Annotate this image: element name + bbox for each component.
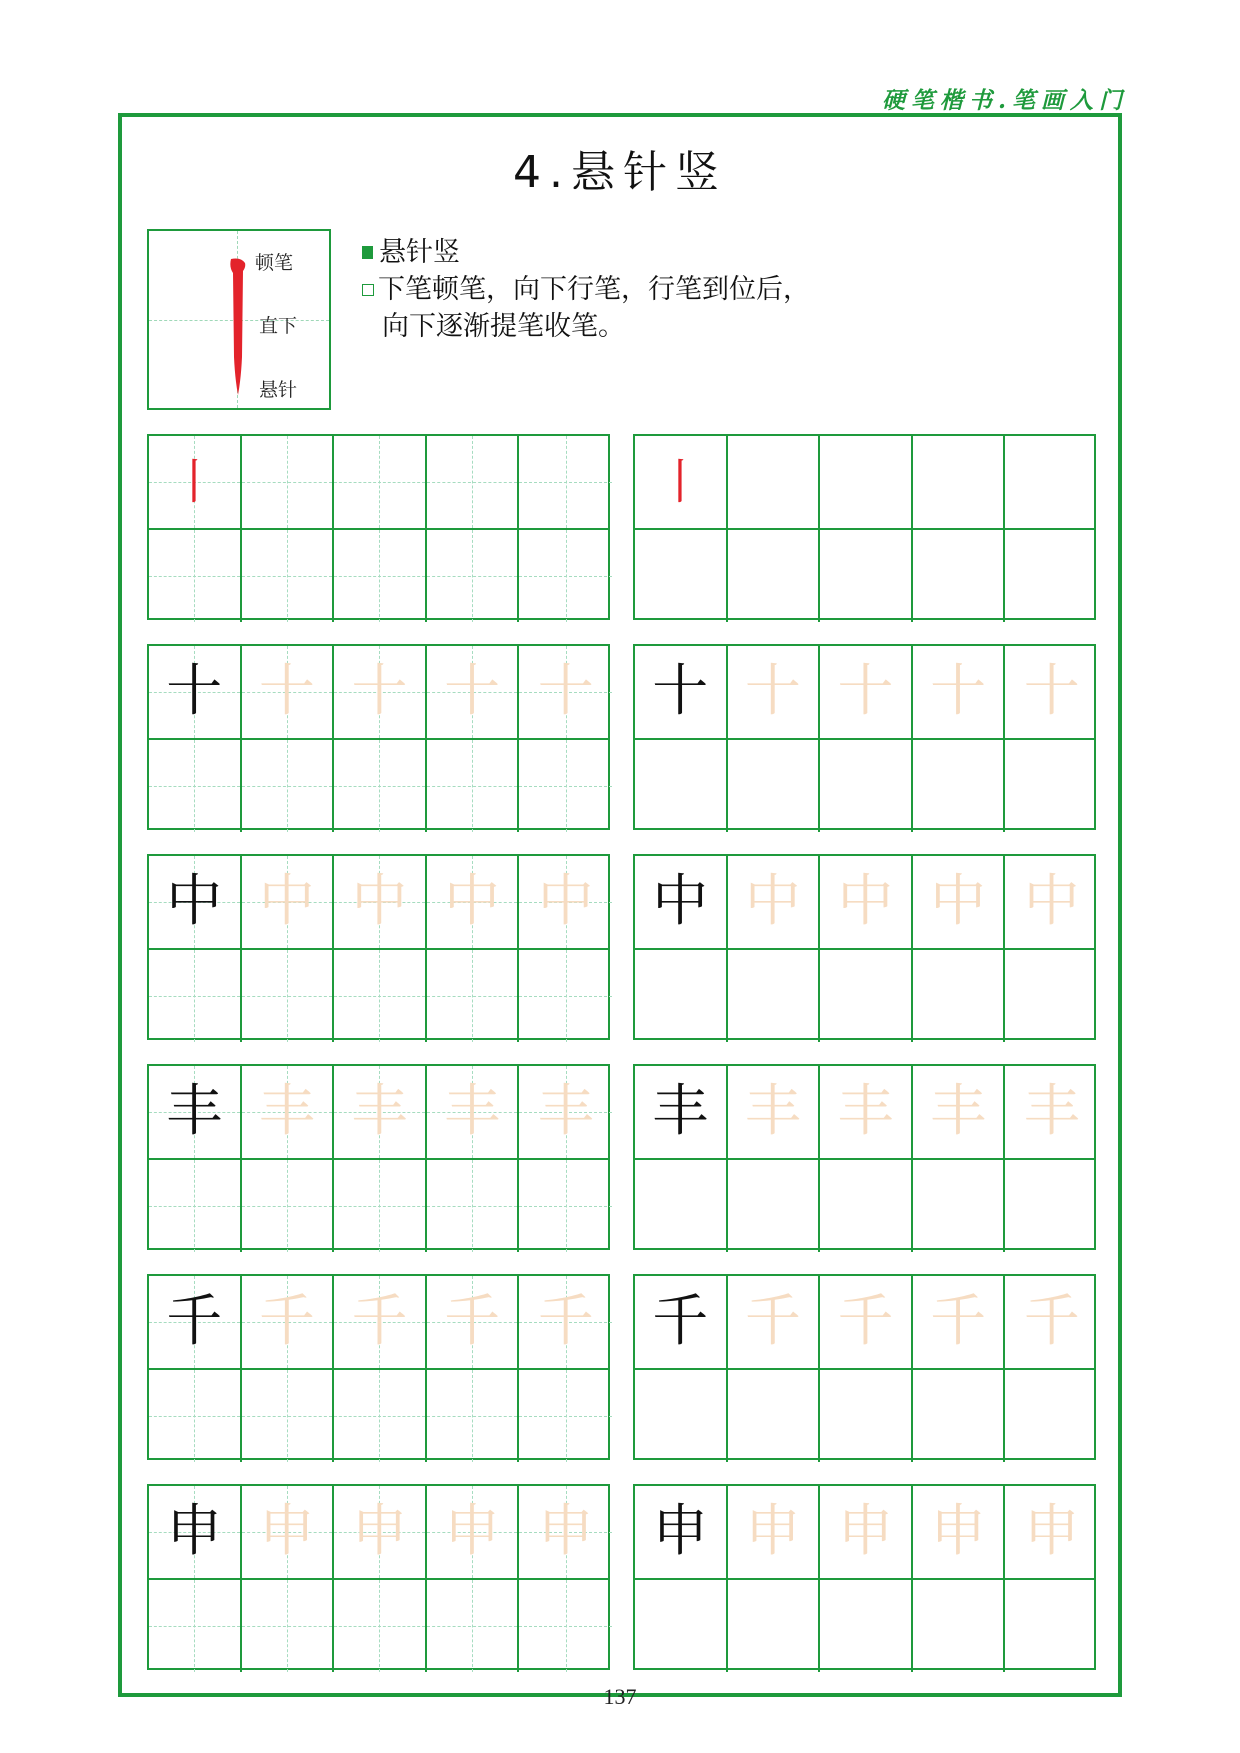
writing-cell[interactable]	[149, 950, 242, 1042]
trace-character: 申	[930, 1499, 987, 1564]
writing-cell[interactable]	[519, 740, 612, 832]
writing-cell[interactable]	[1005, 530, 1098, 622]
trace-character: 十	[930, 659, 987, 724]
practice-block	[147, 1064, 610, 1250]
writing-cell[interactable]	[242, 1486, 335, 1578]
writing-cell[interactable]	[242, 1066, 335, 1158]
practice-block	[147, 644, 610, 830]
writing-cell[interactable]	[149, 1580, 242, 1672]
writing-cell[interactable]	[149, 646, 242, 738]
writing-cell[interactable]	[149, 436, 242, 528]
writing-cell[interactable]	[913, 436, 1006, 528]
info-heading: 悬针竖	[379, 237, 460, 268]
writing-cell[interactable]	[149, 740, 242, 832]
writing-cell[interactable]	[635, 1370, 728, 1462]
info-line-2: 向下逐渐提笔收笔。	[382, 311, 625, 342]
writing-cell[interactable]	[334, 1370, 427, 1462]
writing-cell[interactable]	[728, 1370, 821, 1462]
trace-character: 丰	[744, 1079, 801, 1144]
writing-cell[interactable]	[635, 1486, 728, 1578]
practice-row	[635, 436, 1094, 528]
writing-cell[interactable]	[913, 530, 1006, 622]
writing-cell[interactable]	[820, 950, 913, 1042]
writing-cell[interactable]	[635, 1276, 728, 1368]
model-character: 十	[166, 659, 223, 724]
practice-row	[149, 1066, 608, 1158]
writing-cell[interactable]	[242, 1276, 335, 1368]
trace-character: 中	[837, 869, 894, 934]
writing-cell[interactable]	[149, 1370, 242, 1462]
writing-cell[interactable]	[820, 1066, 913, 1158]
writing-cell[interactable]	[242, 856, 335, 948]
writing-cell[interactable]	[1005, 1580, 1098, 1672]
trace-character: 申	[258, 1499, 315, 1564]
writing-cell[interactable]	[913, 1370, 1006, 1462]
trace-character: 中	[744, 869, 801, 934]
practice-row	[149, 646, 608, 738]
demo-label-zhixia: 直下	[259, 315, 298, 337]
writing-cell[interactable]	[820, 530, 913, 622]
practice-row	[149, 528, 608, 622]
trace-character: 十	[1023, 659, 1080, 724]
writing-cell[interactable]	[728, 1276, 821, 1368]
trace-character: 千	[351, 1289, 408, 1354]
writing-cell[interactable]	[242, 740, 335, 832]
practice-row	[149, 948, 608, 1042]
practice-block	[633, 1484, 1096, 1670]
writing-cell[interactable]	[1005, 1160, 1098, 1252]
writing-cell[interactable]	[519, 646, 612, 738]
model-character: 中	[652, 869, 709, 934]
writing-cell[interactable]	[1005, 1486, 1098, 1578]
writing-cell[interactable]	[427, 1486, 520, 1578]
model-character: 千	[652, 1289, 709, 1354]
writing-cell[interactable]	[820, 646, 913, 738]
trace-character: 中	[351, 869, 408, 934]
trace-character: 申	[744, 1499, 801, 1564]
writing-cell[interactable]	[913, 646, 1006, 738]
writing-cell[interactable]	[913, 1276, 1006, 1368]
trace-character: 中	[537, 869, 594, 934]
writing-cell[interactable]	[519, 1276, 612, 1368]
filled-square-icon	[362, 246, 373, 259]
practice-row	[635, 856, 1094, 948]
writing-cell[interactable]	[635, 1580, 728, 1672]
trace-character: 十	[837, 659, 894, 724]
writing-cell[interactable]	[635, 436, 728, 528]
writing-cell[interactable]	[635, 856, 728, 948]
trace-character: 中	[930, 869, 987, 934]
writing-cell[interactable]	[728, 646, 821, 738]
writing-cell[interactable]	[427, 1580, 520, 1672]
writing-cell[interactable]	[635, 950, 728, 1042]
writing-cell[interactable]	[728, 1066, 821, 1158]
trace-character: 十	[351, 659, 408, 724]
writing-cell[interactable]	[519, 1370, 612, 1462]
writing-cell[interactable]	[728, 740, 821, 832]
writing-cell[interactable]	[149, 530, 242, 622]
practice-block	[147, 1274, 610, 1460]
practice-row	[635, 646, 1094, 738]
model-character: 千	[166, 1289, 223, 1354]
writing-cell[interactable]	[242, 950, 335, 1042]
writing-cell[interactable]	[913, 740, 1006, 832]
practice-row	[149, 738, 608, 832]
trace-character: 十	[537, 659, 594, 724]
practice-row	[635, 1276, 1094, 1368]
writing-cell[interactable]	[242, 436, 335, 528]
writing-cell[interactable]	[820, 1276, 913, 1368]
writing-cell[interactable]	[728, 436, 821, 528]
writing-cell[interactable]	[820, 1486, 913, 1578]
writing-cell[interactable]	[519, 856, 612, 948]
trace-character: 千	[930, 1289, 987, 1354]
writing-cell[interactable]	[1005, 1370, 1098, 1462]
practice-row	[635, 738, 1094, 832]
practice-block	[633, 1064, 1096, 1250]
writing-cell[interactable]	[149, 1276, 242, 1368]
writing-cell[interactable]	[913, 1580, 1006, 1672]
empty-square-icon	[362, 284, 374, 296]
practice-block	[147, 434, 610, 620]
writing-cell[interactable]	[1005, 740, 1098, 832]
writing-cell[interactable]	[427, 1276, 520, 1368]
page-number: 137	[603, 1684, 637, 1709]
trace-character: 中	[1023, 869, 1080, 934]
writing-cell[interactable]	[519, 1066, 612, 1158]
trace-character: 丰	[537, 1079, 594, 1144]
writing-cell[interactable]	[820, 436, 913, 528]
writing-cell[interactable]	[519, 950, 612, 1042]
trace-character: 千	[1023, 1289, 1080, 1354]
practice-row	[149, 1578, 608, 1672]
writing-cell[interactable]	[519, 530, 612, 622]
trace-character: 十	[444, 659, 501, 724]
stroke-demo-box	[147, 229, 331, 410]
model-character: 中	[166, 869, 223, 934]
model-character: 申	[166, 1499, 223, 1564]
writing-cell[interactable]	[913, 1066, 1006, 1158]
writing-cell[interactable]	[728, 530, 821, 622]
practice-block	[147, 1484, 610, 1670]
writing-cell[interactable]	[1005, 1276, 1098, 1368]
writing-cell[interactable]	[820, 740, 913, 832]
trace-character: 申	[1023, 1499, 1080, 1564]
practice-row	[635, 1066, 1094, 1158]
trace-character: 申	[351, 1499, 408, 1564]
writing-cell[interactable]	[913, 1486, 1006, 1578]
writing-cell[interactable]	[334, 436, 427, 528]
book-header-title: 硬笔楷书.笔画入门	[881, 87, 1128, 114]
writing-cell[interactable]	[242, 1160, 335, 1252]
trace-character: 中	[258, 869, 315, 934]
practice-row	[635, 1578, 1094, 1672]
writing-cell[interactable]	[820, 856, 913, 948]
writing-cell[interactable]	[242, 646, 335, 738]
writing-cell[interactable]	[519, 1160, 612, 1252]
model-character: 丨	[170, 454, 219, 510]
writing-cell[interactable]	[242, 1370, 335, 1462]
trace-character: 丰	[444, 1079, 501, 1144]
practice-row	[149, 1158, 608, 1252]
trace-character: 丰	[258, 1079, 315, 1144]
stroke-description	[362, 234, 810, 345]
practice-row	[635, 528, 1094, 622]
model-character: 丰	[652, 1079, 709, 1144]
writing-cell[interactable]	[635, 1160, 728, 1252]
trace-character: 千	[258, 1289, 315, 1354]
writing-cell[interactable]	[427, 1160, 520, 1252]
info-line-1: 下笔顿笔，向下行笔，行笔到位后，	[378, 274, 810, 305]
writing-cell[interactable]	[913, 950, 1006, 1042]
writing-cell[interactable]	[334, 1160, 427, 1252]
trace-character: 千	[537, 1289, 594, 1354]
writing-cell[interactable]	[519, 436, 612, 528]
writing-cell[interactable]	[635, 530, 728, 622]
model-character: 申	[652, 1499, 709, 1564]
writing-cell[interactable]	[427, 436, 520, 528]
writing-cell[interactable]	[1005, 950, 1098, 1042]
writing-cell[interactable]	[334, 740, 427, 832]
writing-cell[interactable]	[334, 856, 427, 948]
practice-row	[149, 1368, 608, 1462]
writing-cell[interactable]	[149, 1486, 242, 1578]
practice-row	[149, 856, 608, 948]
practice-block	[633, 644, 1096, 830]
writing-cell[interactable]	[913, 856, 1006, 948]
practice-block	[633, 1274, 1096, 1460]
writing-cell[interactable]	[519, 1486, 612, 1578]
trace-character: 丰	[351, 1079, 408, 1144]
practice-row	[635, 948, 1094, 1042]
trace-character: 丰	[837, 1079, 894, 1144]
model-character: 十	[652, 659, 709, 724]
trace-character: 千	[444, 1289, 501, 1354]
writing-cell[interactable]	[1005, 1066, 1098, 1158]
trace-character: 丰	[930, 1079, 987, 1144]
writing-cell[interactable]	[820, 1160, 913, 1252]
writing-cell[interactable]	[427, 530, 520, 622]
writing-cell[interactable]	[334, 530, 427, 622]
writing-cell[interactable]	[427, 646, 520, 738]
trace-character: 中	[444, 869, 501, 934]
writing-cell[interactable]	[149, 856, 242, 948]
writing-cell[interactable]	[1005, 856, 1098, 948]
practice-block	[633, 854, 1096, 1040]
trace-character: 十	[258, 659, 315, 724]
demo-label-xuanzhen: 悬针	[259, 379, 298, 401]
writing-cell[interactable]	[728, 1486, 821, 1578]
writing-cell[interactable]	[149, 1160, 242, 1252]
trace-character: 丰	[1023, 1079, 1080, 1144]
writing-cell[interactable]	[635, 740, 728, 832]
practice-row	[635, 1368, 1094, 1462]
writing-cell[interactable]	[427, 1370, 520, 1462]
practice-block	[633, 434, 1096, 620]
writing-cell[interactable]	[728, 1160, 821, 1252]
writing-cell[interactable]	[334, 646, 427, 738]
writing-cell[interactable]	[149, 1066, 242, 1158]
vertical-stroke-icon	[227, 257, 251, 397]
writing-cell[interactable]	[820, 1370, 913, 1462]
writing-cell[interactable]	[427, 950, 520, 1042]
writing-cell[interactable]	[334, 950, 427, 1042]
writing-cell[interactable]	[334, 1276, 427, 1368]
practice-row	[149, 1276, 608, 1368]
writing-cell[interactable]	[334, 1066, 427, 1158]
writing-cell[interactable]	[728, 950, 821, 1042]
writing-cell[interactable]	[242, 530, 335, 622]
writing-cell[interactable]	[728, 1580, 821, 1672]
writing-cell[interactable]	[427, 740, 520, 832]
writing-cell[interactable]	[1005, 436, 1098, 528]
writing-cell[interactable]	[334, 1580, 427, 1672]
writing-cell[interactable]	[728, 856, 821, 948]
writing-cell[interactable]	[1005, 646, 1098, 738]
writing-cell[interactable]	[242, 1580, 335, 1672]
page-title: 4.悬针竖	[513, 147, 727, 198]
model-character: 丨	[656, 454, 705, 510]
trace-character: 申	[444, 1499, 501, 1564]
trace-character: 千	[744, 1289, 801, 1354]
practice-row	[635, 1486, 1094, 1578]
practice-row	[149, 1486, 608, 1578]
trace-character: 十	[744, 659, 801, 724]
writing-cell[interactable]	[519, 1580, 612, 1672]
writing-cell[interactable]	[913, 1160, 1006, 1252]
writing-cell[interactable]	[635, 646, 728, 738]
writing-cell[interactable]	[427, 856, 520, 948]
trace-character: 申	[837, 1499, 894, 1564]
writing-cell[interactable]	[427, 1066, 520, 1158]
practice-row	[635, 1158, 1094, 1252]
writing-cell[interactable]	[635, 1066, 728, 1158]
practice-row	[149, 436, 608, 528]
writing-cell[interactable]	[820, 1580, 913, 1672]
practice-block	[147, 854, 610, 1040]
model-character: 丰	[166, 1079, 223, 1144]
writing-cell[interactable]	[334, 1486, 427, 1578]
trace-character: 申	[537, 1499, 594, 1564]
trace-character: 千	[837, 1289, 894, 1354]
demo-label-dunbi: 顿笔	[255, 252, 294, 274]
